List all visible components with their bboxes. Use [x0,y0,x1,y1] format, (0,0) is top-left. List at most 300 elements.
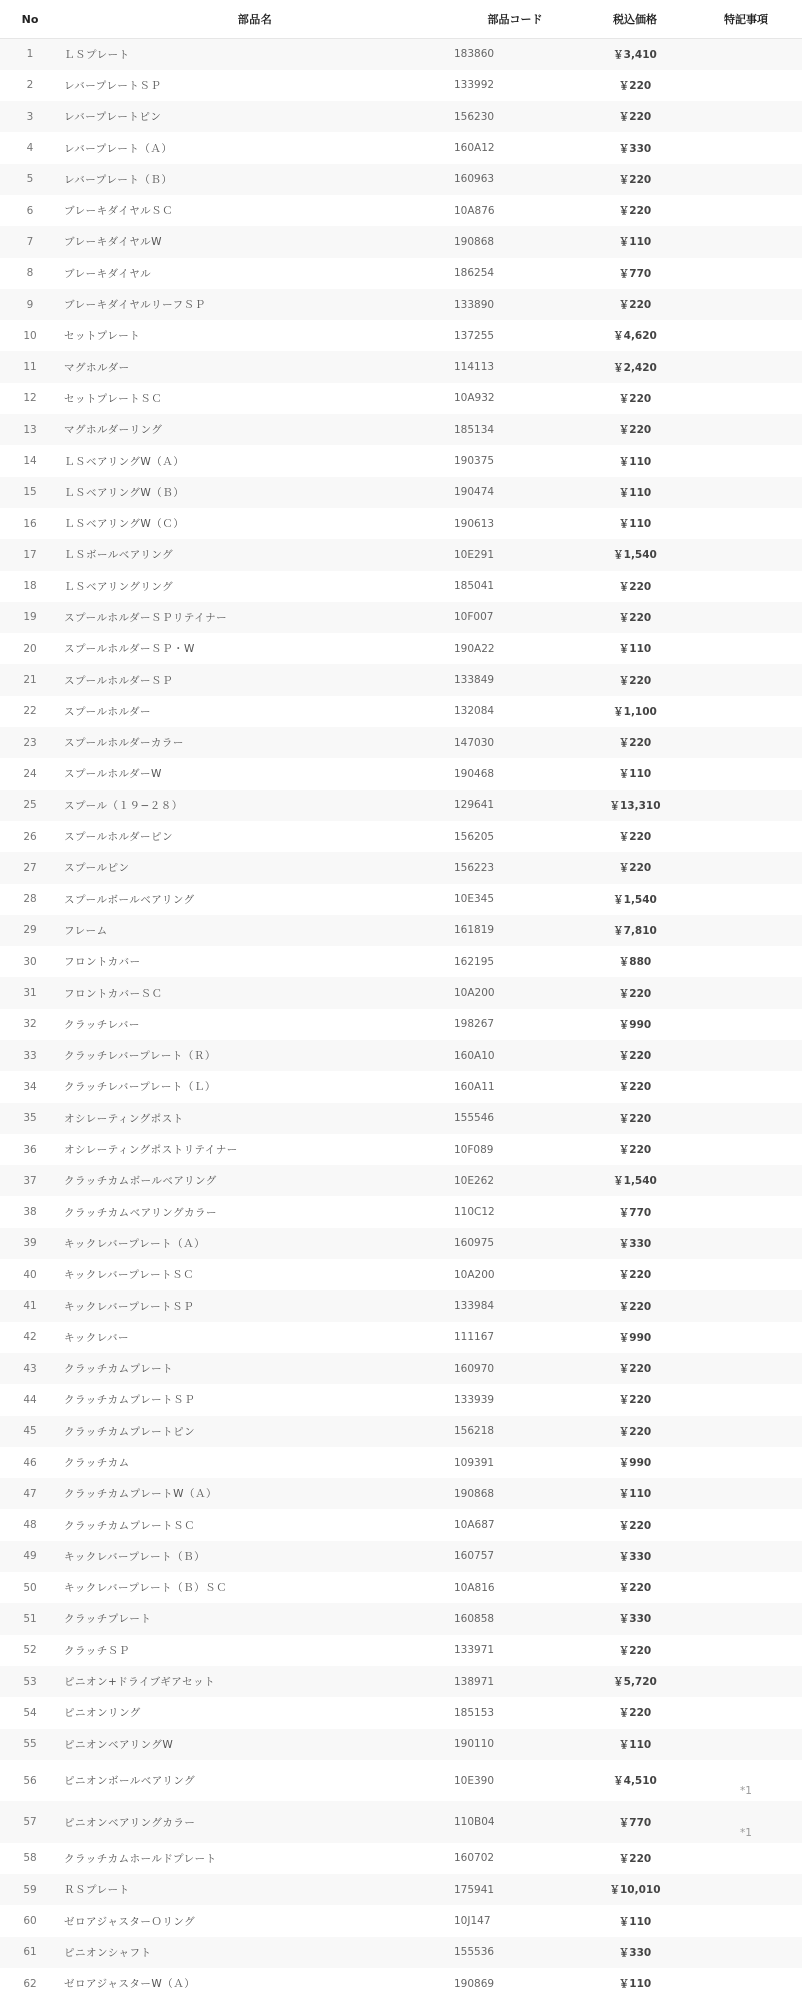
part-number-cell: 49 [23,1550,37,1563]
part-code-cell: 10A200 [454,1268,495,1281]
part-code-cell: 114113 [454,361,495,374]
part-code-cell: 160975 [454,1237,495,1250]
part-number-cell: 24 [23,767,37,780]
price-cell: ￥110 [618,455,652,468]
table-row [0,70,802,101]
note-cell [690,1009,802,1040]
table-row [0,915,802,946]
part-code-cell: 185041 [454,580,495,593]
table-row [0,1801,802,1843]
part-code-cell: 190613 [454,517,495,530]
price-cell: ￥330 [618,1613,652,1626]
part-name-cell: クラッチカムベアリングカラー [64,1206,217,1219]
table-row [0,1103,802,1134]
price-cell: ￥220 [618,737,652,750]
part-number-cell: 36 [23,1143,37,1156]
part-name-cell: クラッチカムプレートＳＣ [64,1519,196,1532]
part-number-cell: 39 [23,1237,37,1250]
table-row [0,602,802,633]
note-cell [690,602,802,633]
part-number-cell: 54 [23,1706,37,1719]
note-cell [690,1478,802,1509]
part-code-cell: 10A932 [454,392,495,405]
part-code-cell: 190A22 [454,642,495,655]
part-number-cell: 12 [23,392,37,405]
table-row [0,320,802,351]
part-number-cell: 21 [23,674,37,687]
part-number-cell: 14 [23,455,37,467]
note-cell [690,1071,802,1102]
price-cell: ￥1,540 [613,1175,657,1188]
price-cell: ￥220 [618,1050,652,1063]
part-number-cell: 15 [23,486,37,499]
table-row [0,633,802,664]
part-code-cell: 190868 [454,1487,495,1500]
table-row [0,351,802,382]
note-cell [690,1635,802,1666]
table-row [0,1729,802,1760]
part-code-cell: 133890 [454,298,495,311]
part-code-cell: 175941 [454,1883,495,1896]
table-row [0,1968,802,1999]
part-name-cell: ＬＳベアリングW（Ｂ） [64,486,185,499]
table-row [0,1666,802,1697]
price-cell: ￥220 [618,1300,652,1313]
price-cell: ￥220 [618,1363,652,1376]
part-number-cell: 26 [23,830,37,843]
note-cell [690,1937,802,1968]
table-row [0,1384,802,1415]
note-cell [690,821,802,852]
part-name-cell: セットプレートＳＣ [64,392,163,405]
part-number-cell: 27 [23,861,37,874]
table-row [0,1416,802,1447]
part-number-cell: 2 [26,79,34,92]
part-number-cell: 52 [23,1644,37,1657]
part-code-cell: 190375 [454,455,495,467]
part-name-cell: マグホルダー [64,361,130,374]
part-code-cell: 162195 [454,955,495,968]
part-number-cell: 28 [23,893,37,906]
price-cell: ￥220 [618,862,652,875]
part-number-cell: 6 [26,204,34,217]
part-name-cell: スプールホルダーＳＰリテイナー [64,611,228,624]
part-code-cell: 10A687 [454,1519,495,1532]
part-code-cell: 156230 [454,110,495,123]
part-name-cell: ピニオンベアリングW [64,1738,174,1751]
part-name-cell: フロントカバー [64,956,141,969]
price-cell: ￥1,540 [613,549,657,562]
part-name-cell: ブレーキダイヤルＳＣ [64,205,174,218]
part-code-cell: 10J147 [454,1915,491,1928]
header-part-name: 部品名 [60,0,450,39]
note-cell [690,445,802,476]
part-name-cell: レバープレート（Ａ） [64,142,173,155]
part-code-cell: 155546 [454,1112,495,1125]
note-cell: *1 [740,1785,752,1798]
price-cell: ￥220 [618,1394,652,1407]
part-name-cell: レバープレートＳＰ [64,79,162,92]
note-cell [690,258,802,289]
price-cell: ￥220 [618,173,652,186]
part-name-cell: フロントカバーＳＣ [64,987,163,1000]
note-cell [690,164,802,195]
price-cell: ￥220 [618,674,652,687]
part-name-cell: ピニオンボールベアリング [64,1775,196,1788]
part-number-cell: 25 [23,799,37,812]
part-code-cell: 185134 [454,423,495,436]
note-cell [690,1843,802,1874]
price-cell: ￥7,810 [613,924,657,937]
table-row [0,132,802,163]
price-cell: ￥220 [618,1644,652,1657]
part-number-cell: 43 [23,1362,37,1375]
part-code-cell: 186254 [454,267,495,280]
part-number-cell: 13 [23,423,37,436]
part-number-cell: 59 [23,1883,37,1896]
part-number-cell: 46 [23,1456,37,1469]
note-cell [690,1290,802,1321]
price-cell: ￥220 [618,1519,652,1532]
note-cell [690,1384,802,1415]
part-name-cell: キックレバープレート（Ａ） [64,1237,206,1250]
part-code-cell: 133971 [454,1644,495,1657]
price-cell: ￥3,410 [613,48,657,61]
part-code-cell: 132084 [454,705,495,718]
price-cell: ￥110 [618,1488,652,1501]
part-name-cell: ブレーキダイヤルリーフＳＰ [64,299,206,312]
note-cell [690,1165,802,1196]
price-cell: ￥220 [618,1425,652,1438]
price-cell: ￥220 [618,111,652,124]
part-number-cell: 29 [23,924,37,937]
table-row [0,1165,802,1196]
price-cell: ￥5,720 [613,1676,657,1689]
part-name-cell: マグホルダーリング [64,424,163,437]
part-number-cell: 48 [23,1519,37,1532]
part-code-cell: 111167 [454,1331,495,1344]
part-code-cell: 155536 [454,1946,495,1959]
part-code-cell: 160702 [454,1852,495,1865]
part-name-cell: ＲＳプレート [64,1884,130,1897]
part-name-cell: キックレバープレート（Ｂ） [64,1550,206,1563]
note-cell [690,727,802,758]
part-code-cell: 160757 [454,1550,495,1563]
note-cell [690,351,802,382]
part-name-cell: ピニオンリング [64,1707,141,1720]
price-cell: ￥220 [618,831,652,844]
part-number-cell: 33 [23,1049,37,1062]
price-cell: ￥220 [618,79,652,92]
table-row [0,790,802,821]
table-row [0,1009,802,1040]
part-number-cell: 55 [23,1738,37,1751]
part-name-cell: キックレバープレート（Ｂ）ＳＣ [64,1582,228,1595]
part-number-cell: 40 [23,1268,37,1281]
price-cell: ￥220 [618,1112,652,1125]
price-cell: ￥330 [618,1550,652,1563]
part-code-cell: 133939 [454,1393,495,1406]
price-cell: ￥330 [618,1946,652,1959]
part-name-cell: クラッチカム [64,1457,130,1469]
note-cell [690,383,802,414]
header-price: 税込価格 [580,0,690,39]
note-cell [690,1541,802,1572]
part-number-cell: 53 [23,1675,37,1688]
table-row [0,664,802,695]
note-cell [690,571,802,602]
price-cell: ￥220 [618,299,652,312]
part-name-cell: レバープレート（Ｂ） [64,173,173,186]
part-code-cell: 161819 [454,924,495,937]
part-code-cell: 160970 [454,1362,495,1375]
price-cell: ￥13,310 [609,799,661,812]
part-number-cell: 31 [23,987,37,1000]
part-code-cell: 110C12 [454,1206,495,1219]
price-cell: ￥330 [618,1237,652,1250]
part-name-cell: スプールボールベアリング [64,893,195,906]
note-cell [690,1447,802,1478]
part-name-cell: オシレーティングポストリテイナー [64,1144,238,1157]
note-cell [690,1666,802,1697]
price-cell: ￥220 [618,205,652,218]
table-row [0,1937,802,1968]
part-name-cell: レバープレートピン [64,111,162,124]
table-row [0,1697,802,1728]
part-code-cell: 190474 [454,486,495,499]
part-code-cell: 160963 [454,173,495,186]
price-cell: ￥220 [618,1852,652,1865]
table-row [0,1196,802,1227]
table-row [0,477,802,508]
table-row [0,101,802,132]
part-name-cell: スプールホルダーＳＰ [64,674,174,687]
part-number-cell: 38 [23,1206,37,1219]
price-cell: ￥220 [618,1582,652,1595]
part-name-cell: ゼロアジャスターＯリング [64,1915,196,1928]
note-cell [690,1196,802,1227]
note-cell [690,1040,802,1071]
price-cell: ￥110 [618,1738,652,1751]
note-cell [690,1729,802,1760]
part-number-cell: 56 [23,1774,37,1787]
table-row [0,571,802,602]
part-code-cell: 10A876 [454,204,495,217]
note-cell [690,1322,802,1353]
note-cell [690,1905,802,1936]
table-row [0,195,802,226]
part-number-cell: 7 [26,235,34,248]
part-name-cell: スプールホルダーW [64,768,162,781]
part-code-cell: 10E345 [454,893,495,906]
part-name-cell: クラッチカムプレートW（Ａ） [64,1488,218,1501]
part-name-cell: ＬＳベアリングW（Ｃ） [64,518,185,531]
part-name-cell: ブレーキダイヤルW [64,236,163,249]
price-cell: ￥110 [618,1915,652,1928]
part-code-cell: 133992 [454,79,495,92]
table-row [0,821,802,852]
price-cell: ￥110 [618,643,652,656]
table-row [0,1603,802,1634]
price-cell: ￥770 [618,1816,652,1829]
part-name-cell: クラッチレバー [64,1018,140,1031]
part-code-cell: 129641 [454,799,495,812]
note-cell [690,226,802,257]
price-cell: ￥770 [618,1206,652,1219]
part-number-cell: 1 [26,48,34,61]
price-cell: ￥220 [618,1707,652,1720]
price-cell: ￥110 [618,1978,652,1991]
note-cell: *1 [740,1826,752,1839]
table-row [0,539,802,570]
price-cell: ￥110 [618,236,652,249]
table-row [0,1478,802,1509]
part-code-cell: 190110 [454,1738,495,1751]
part-name-cell: クラッチカムプレート [64,1363,174,1376]
price-cell: ￥990 [618,1331,652,1344]
price-cell: ￥880 [618,956,652,969]
part-number-cell: 35 [23,1112,37,1125]
part-number-cell: 41 [23,1300,37,1313]
table-row [0,1228,802,1259]
part-number-cell: 8 [26,267,34,280]
part-code-cell: 190868 [454,235,495,248]
note-cell [690,1103,802,1134]
part-code-cell: 160858 [454,1612,495,1625]
part-code-cell: 160A12 [454,142,495,155]
table-row [0,1290,802,1321]
part-name-cell: クラッチカムプレートピン [64,1425,196,1438]
part-code-cell: 156223 [454,861,495,874]
part-number-cell: 60 [23,1915,37,1928]
table-row [0,946,802,977]
part-code-cell: 137255 [454,329,495,342]
price-cell: ￥220 [618,987,652,1000]
part-code-cell: 198267 [454,1018,495,1031]
part-name-cell: キックレバー [64,1331,130,1344]
part-number-cell: 32 [23,1018,37,1031]
part-name-cell: クラッチレバープレート（Ｌ） [64,1081,216,1094]
note-cell [690,1259,802,1290]
note-cell [690,1228,802,1259]
price-cell: ￥2,420 [613,361,657,374]
header-notes: 特記事項 [690,0,802,39]
table-row [0,1572,802,1603]
part-name-cell: クラッチプレート [64,1613,152,1626]
note-cell [690,289,802,320]
price-cell: ￥10,010 [609,1884,661,1897]
note-cell [690,696,802,727]
note-cell [690,664,802,695]
table-row [0,164,802,195]
part-name-cell: ブレーキダイヤル [64,267,152,280]
part-name-cell: ピニオンシャフト [64,1946,152,1959]
table-row [0,884,802,915]
part-code-cell: 10E390 [454,1774,495,1787]
table-row [0,1447,802,1478]
part-code-cell: 190468 [454,767,495,780]
part-code-cell: 133984 [454,1300,495,1313]
part-number-cell: 23 [23,736,37,749]
price-cell: ￥220 [618,424,652,437]
note-cell [690,1603,802,1634]
part-name-cell: キックレバープレートＳＣ [64,1269,195,1282]
header-part-code: 部品コード [450,0,580,39]
note-cell [690,884,802,915]
price-cell: ￥220 [618,580,652,593]
table-row [0,1322,802,1353]
note-cell [690,1572,802,1603]
part-code-cell: 147030 [454,736,495,749]
part-number-cell: 20 [23,642,37,655]
part-code-cell: 156205 [454,830,495,843]
table-row [0,696,802,727]
note-cell [690,915,802,946]
note-cell [690,539,802,570]
part-name-cell: ＬＳボールベアリング [64,549,174,562]
table-row [0,727,802,758]
table-row [0,39,802,70]
part-number-cell: 47 [23,1487,37,1500]
part-number-cell: 50 [23,1581,37,1594]
part-number-cell: 17 [23,548,37,561]
part-number-cell: 19 [23,611,37,624]
note-cell [690,633,802,664]
note-cell [690,1509,802,1540]
part-name-cell: オシレーティングポスト [64,1112,184,1125]
table-row [0,758,802,789]
table-row [0,1259,802,1290]
part-code-cell: 138971 [454,1675,495,1688]
table-row [0,1541,802,1572]
note-cell [690,1968,802,1999]
part-number-cell: 11 [23,361,37,374]
note-cell [690,477,802,508]
part-code-cell: 10F007 [454,611,494,624]
table-row [0,1134,802,1165]
part-name-cell: ピニオン+ドライブギアセット [64,1676,216,1689]
note-cell [690,946,802,977]
table-row [0,1874,802,1905]
part-number-cell: 4 [26,142,34,155]
table-row [0,1635,802,1666]
note-cell [690,70,802,101]
part-name-cell: スプールピン [64,862,130,875]
part-number-cell: 51 [23,1612,37,1625]
table-row [0,258,802,289]
table-row [0,1071,802,1102]
price-cell: ￥330 [618,142,652,155]
note-cell [690,1416,802,1447]
part-name-cell: スプールホルダー [64,705,152,718]
price-cell: ￥4,620 [613,330,657,343]
part-code-cell: 190869 [454,1977,495,1990]
note-cell [690,977,802,1008]
part-number-cell: 62 [23,1977,37,1990]
part-number-cell: 61 [23,1946,37,1959]
table-row [0,414,802,445]
part-number-cell: 42 [23,1331,37,1344]
part-code-cell: 160A11 [454,1080,495,1093]
price-cell: ￥220 [618,1144,652,1157]
price-cell: ￥770 [618,267,652,280]
part-name-cell: ゼロアジャスターW（Ａ） [64,1978,196,1991]
part-number-cell: 22 [23,705,37,718]
price-cell: ￥220 [618,611,652,624]
price-cell: ￥990 [618,1457,652,1469]
price-cell: ￥1,540 [613,893,657,906]
table-row [0,1509,802,1540]
